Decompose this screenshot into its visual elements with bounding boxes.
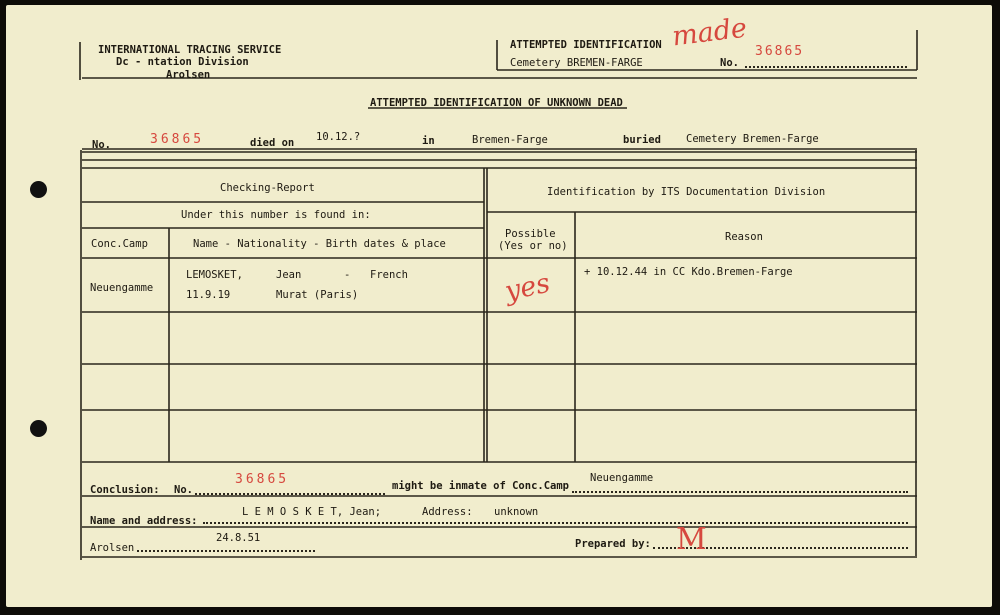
row-birthplace: Murat (Paris)	[276, 289, 359, 301]
record-no-value: 36865	[150, 132, 205, 147]
address-label: Address:	[422, 506, 473, 518]
conclusion-no-label: No.	[174, 484, 193, 496]
identification-title: Identification by ITS Documentation Division	[547, 186, 826, 198]
conclusion-label: Conclusion:	[90, 484, 160, 496]
col-header-reason: Reason	[725, 231, 763, 243]
org-city: Arolsen	[166, 69, 211, 81]
name-address-label: Name and address:	[90, 515, 198, 527]
in-label: in	[422, 135, 435, 147]
name-value: L E M O S K E T, Jean;	[242, 506, 382, 518]
footer-place: Arolsen	[90, 542, 135, 554]
buried-label: buried	[623, 134, 661, 146]
prepared-initial: M	[676, 522, 707, 557]
form-title: ATTEMPTED IDENTIFICATION OF UNKNOWN DEAD	[370, 97, 623, 109]
row-dash: -	[344, 269, 351, 281]
conclusion-inmate-text: might be inmate of Conc.Camp	[392, 480, 570, 492]
conclusion-camp-dotted-line	[572, 491, 908, 493]
row-reason: + 10.12.44 in CC Kdo.Bremen-Farge	[584, 266, 793, 278]
conclusion-camp-value: Neuengamme	[590, 472, 654, 484]
row-nationality: French	[370, 269, 408, 281]
row-camp: Neuengamme	[90, 282, 154, 294]
box-no-value: 36865	[755, 44, 805, 59]
org-name: INTERNATIONAL TRACING SERVICE	[98, 44, 282, 56]
died-label: died on	[250, 137, 295, 149]
checking-title: Checking-Report	[220, 182, 315, 194]
col-header-possible-1: Possible	[505, 228, 556, 240]
conclusion-no-dotted-line	[195, 493, 385, 495]
row-possible-handwritten: yes	[502, 267, 553, 308]
footer-date-dotted-line	[137, 550, 315, 552]
footer-date: 24.8.51	[216, 532, 261, 544]
box-no-label: No.	[720, 57, 739, 69]
died-value: 10.12.?	[316, 131, 361, 143]
handwritten-made: made	[670, 12, 749, 53]
box-title: ATTEMPTED IDENTIFICATION	[510, 39, 662, 51]
col-header-possible-2: (Yes or no)	[498, 240, 568, 252]
col-header-camp: Conc.Camp	[91, 238, 148, 250]
in-value: Bremen-Farge	[472, 134, 548, 146]
conclusion-no-value: 36865	[235, 472, 290, 487]
buried-value: Cemetery Bremen-Farge	[686, 133, 819, 145]
row-surname: LEMOSKET,	[186, 269, 243, 281]
name-address-dotted-line	[203, 522, 908, 524]
address-value: unknown	[494, 506, 539, 518]
col-header-name: Name - Nationality - Birth dates & place	[193, 238, 446, 250]
box-cemetery: Cemetery BREMEN-FARGE	[510, 57, 643, 69]
row-birthdate: 11.9.19	[186, 289, 231, 301]
prepared-label: Prepared by:	[575, 538, 651, 550]
row-firstname: Jean	[276, 269, 302, 281]
record-no-label: No.	[92, 139, 111, 151]
box-no-dotted-line	[745, 66, 907, 68]
org-division: Dc - ntation Division	[116, 56, 249, 68]
checking-subtitle: Under this number is found in:	[181, 209, 371, 221]
